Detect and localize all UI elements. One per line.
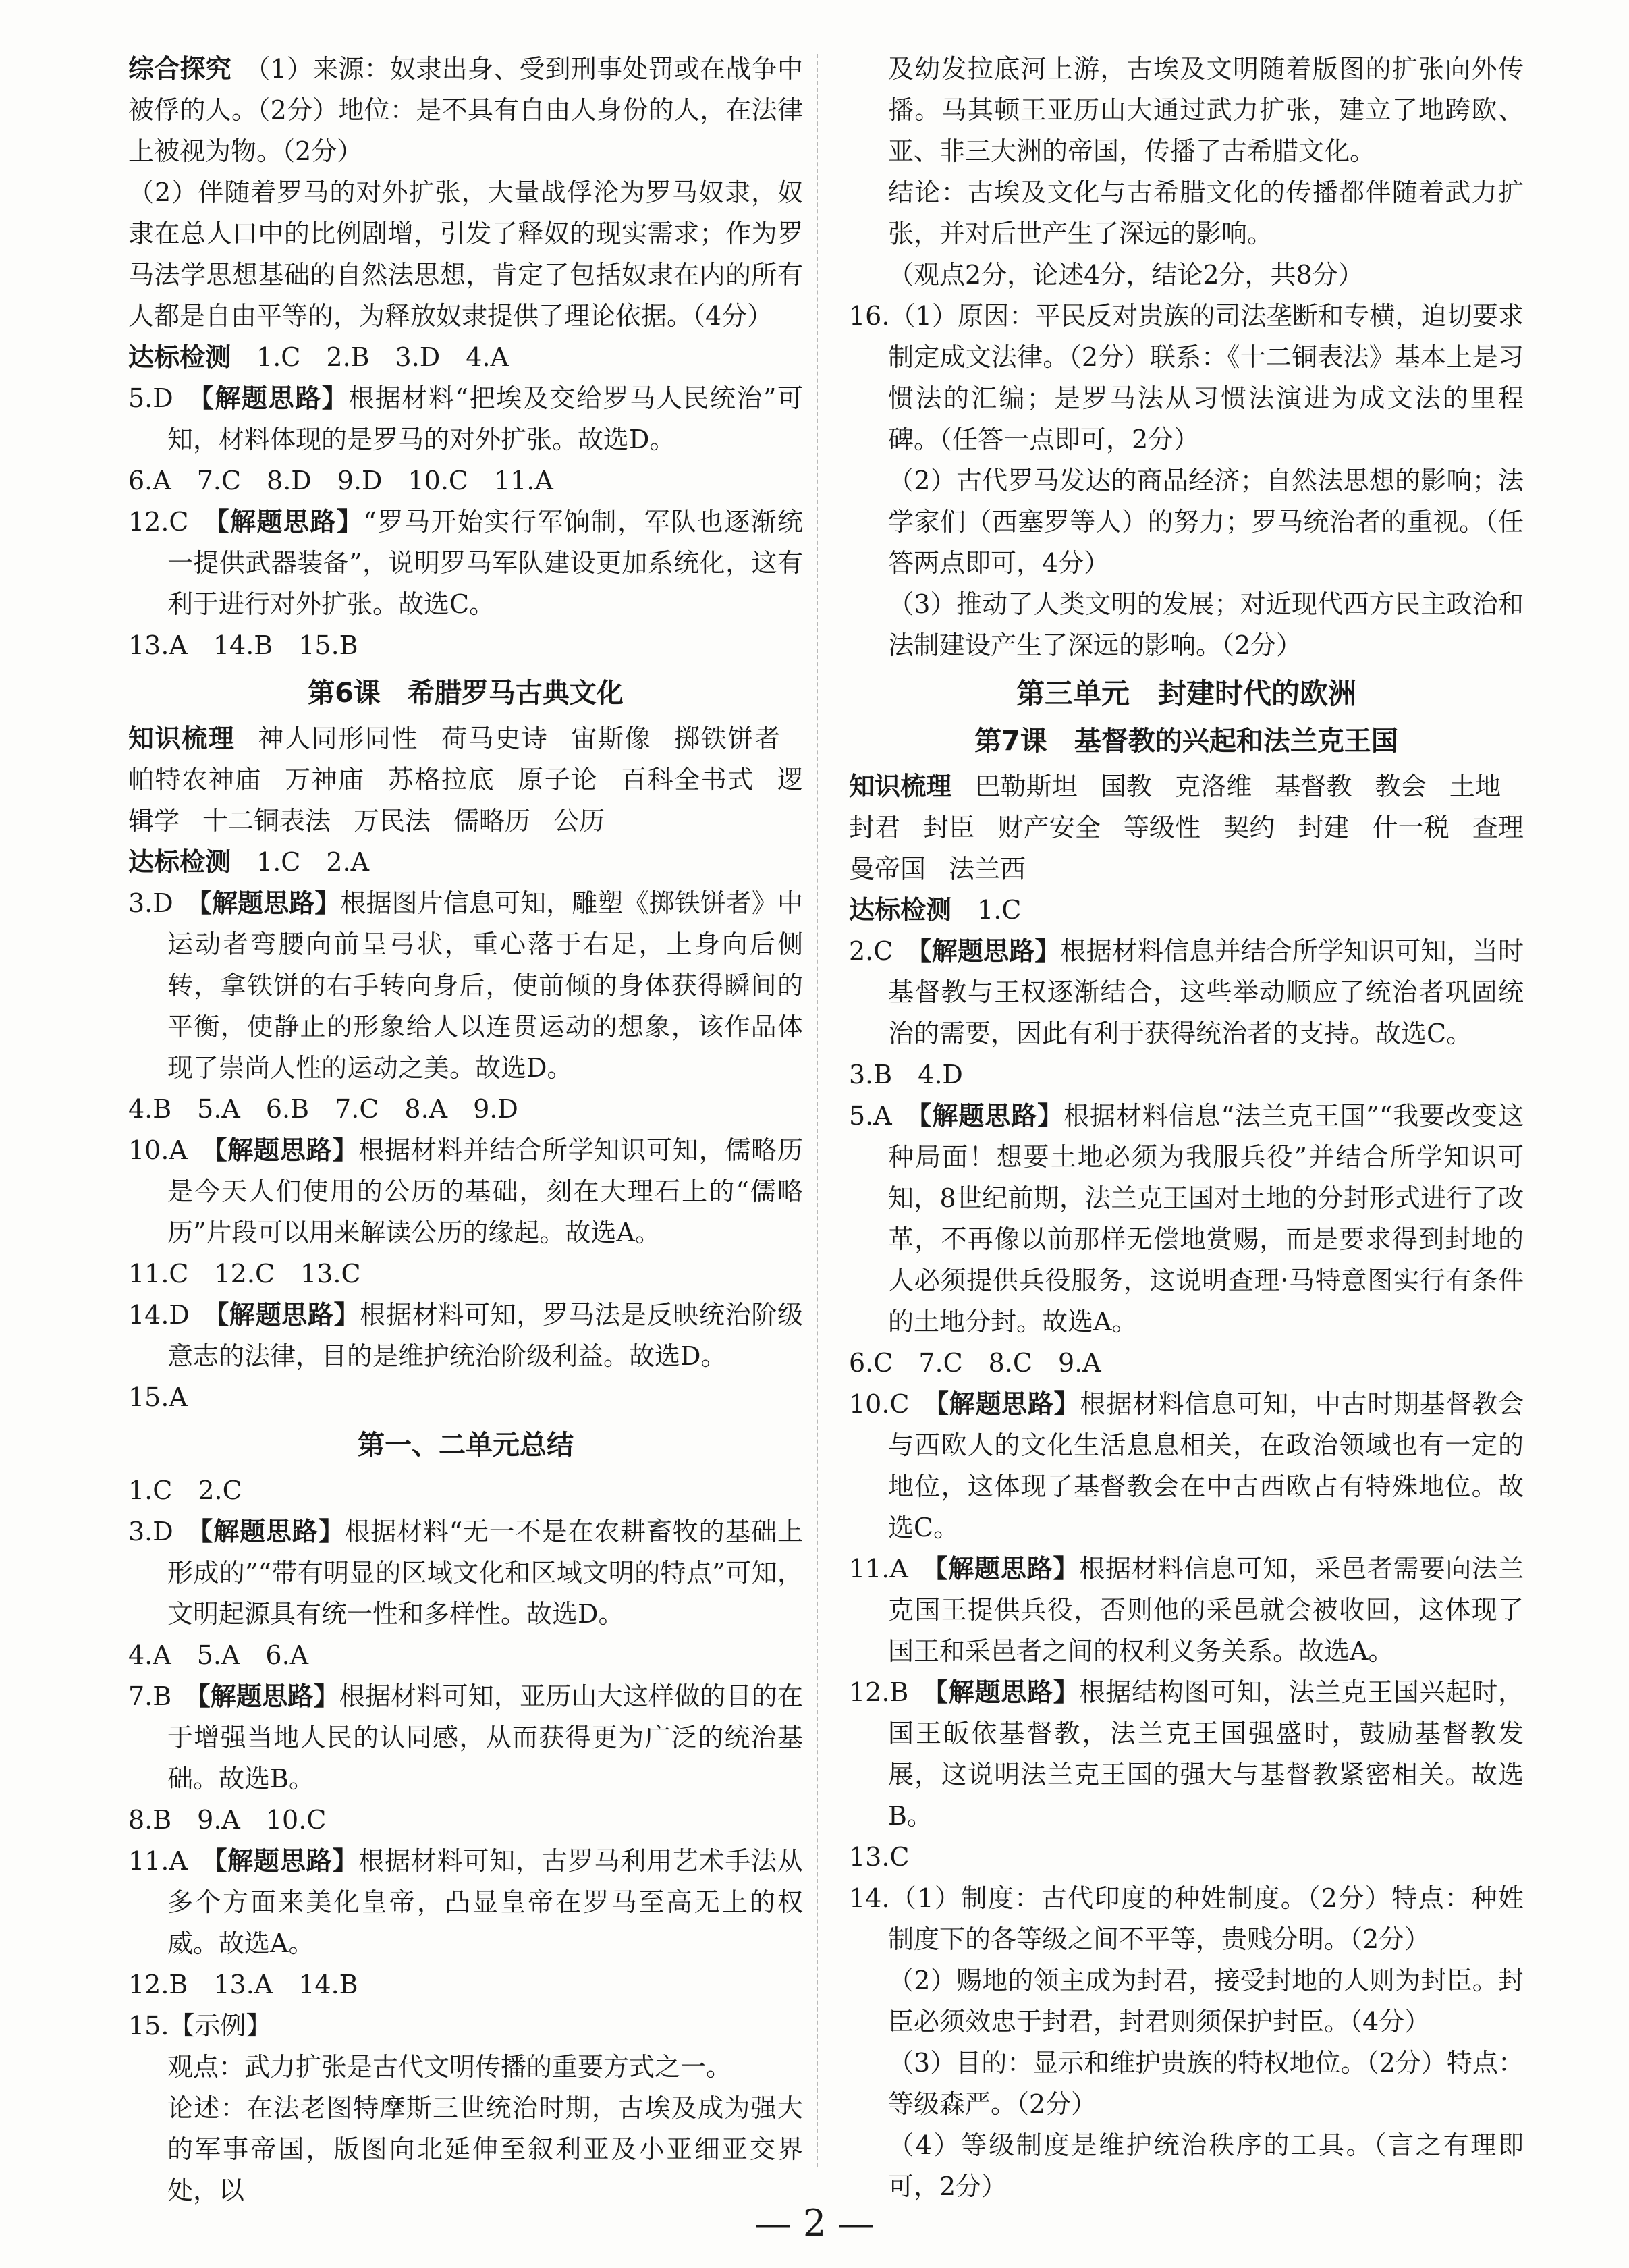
right-column xyxy=(849,49,1524,2207)
units-1-2-summary-heading: 第一、二单元总结 xyxy=(358,1430,574,1461)
answer-item-7: 7.B 【解题思路】根据材料可知，亚历山大这样做的目的在于增强当地人民的认同感，从而获得更为广泛的统治基础。故选B。 xyxy=(128,1681,803,1793)
answer-item-14-part2: （2）赐地的领主成为封君，接受封地的人则为封臣。封臣必须效忠于封君，封君则须保护封臣。（4分） xyxy=(888,1966,1524,2036)
unit-3-heading: 第三单元 封建时代的欧洲 xyxy=(1016,677,1356,710)
answer-list: 13.C xyxy=(849,1842,910,1872)
answer-item-16-part2: （2）古代罗马发达的商品经济；自然法思想的影响；法学家们（西塞罗等人）的努力；罗马统治者的重视。（任答两点即可，4分） xyxy=(888,466,1524,578)
answer-item-5: 5.D 【解题思路】根据材料“把埃及交给罗马人民统治”可知，材料体现的是罗马的对外扩张。故选D。 xyxy=(128,383,803,454)
answer-list: 13.A 14.B 15.B xyxy=(128,630,358,660)
answer-item-10: 10.A 【解题思路】根据材料并结合所学知识可知，儒略历是今天人们使用的公历的基础，刻在大理石上的“儒略历”片段可以用来解读公历的缘起。故选A。 xyxy=(128,1135,803,1247)
solution-tag: 【解题思路】 xyxy=(918,936,1061,966)
answer-list: 12.B 13.A 14.B xyxy=(128,1970,358,1999)
answer-item-3b: 3.D 【解题思路】根据材料“无一不是在农耕畜牧的基础上形成的”“带有明显的区域文化和区域文明的特点”可知，文明起源具有统一性和多样性。故选D。 xyxy=(128,1517,803,1629)
answer-item-11b: 11.A 【解题思路】根据材料信息可知，采邑者需要向法兰克国王提供兵役，否则他的采邑就会被收回，这体现了国王和采邑者之间的权利义务关系。故选A。 xyxy=(849,1554,1524,1666)
answer-item-12: 12.C 【解题思路】“罗马开始实行军饷制，军队也逐渐统一提供武器装备”，说明罗马军队建设更加系统化，这有利于进行对外扩张。故选C。 xyxy=(128,507,803,619)
section-label: 知识梳理 xyxy=(128,724,236,753)
solution-tag: 【解题思路】 xyxy=(197,1681,339,1711)
answer-item-12b: 12.B 【解题思路】根据结构图可知，法兰克王国兴起时，国王皈依基督教，法兰克王国强盛时，鼓励基督教发展，这说明法兰克王国的强大与基督教紧密相关。故选B。 xyxy=(849,1677,1524,1831)
answer-list: 6.A 7.C 8.D 9.D 10.C 11.A xyxy=(128,466,553,495)
answer-list: 4.B 5.A 6.B 7.C 8.A 9.D xyxy=(128,1094,518,1124)
section-label: 综合探究 xyxy=(128,54,232,84)
answer-item-3: 3.D 【解题思路】根据图片信息可知，雕塑《掷铁饼者》中运动者弯腰向前呈弓状，重心落于右足，上身向后侧转，拿铁饼的右手转向身后，使前倾的身体获得瞬间的平衡，使静止的形象给人以连贯运动的想象，该作品体现了崇尚人性的运动之美。故选D。 xyxy=(128,888,803,1083)
assessment-answers: 达标检测 1.C xyxy=(849,895,1022,925)
section-label: 达标检测 xyxy=(849,895,952,925)
answer-item-2: 2.C 【解题思路】根据材料信息并结合所学知识可知，当时基督教与王权逐渐结合，这些举动顺应了统治者巩固统治的需要，因此有利于获得统治者的支持。故选C。 xyxy=(849,936,1524,1048)
answer-list: 1.C 2.B 3.D 4.A xyxy=(256,342,509,372)
solution-tag: 【解题思路】 xyxy=(200,1517,345,1546)
example-argument-continued: 及幼发拉底河上游，古埃及文明随着版图的扩张向外传播。马其顿王亚历山大通过武力扩张，建立了地跨欧、亚、非三大洲的帝国，传播了古希腊文化。 xyxy=(888,54,1524,166)
answer-list: 15.A xyxy=(128,1382,188,1412)
assessment-answers: 达标检测 1.C 2.A xyxy=(128,847,370,877)
section-label: 知识梳理 xyxy=(849,772,952,801)
solution-tag: 【解题思路】 xyxy=(198,888,341,918)
solution-tag: 【解题思路】 xyxy=(216,507,364,537)
answer-item-14-part4: （4）等级制度是维护统治秩序的工具。（言之有理即可，2分） xyxy=(888,2130,1524,2201)
answer-item-5b: 5.A 【解题思路】根据材料信息“法兰克王国”“我要改变这种局面！想要土地必须为我服兵役”并结合所学知识可知，8世纪前期，法兰克王国对土地的分封形式进行了改革，不再像以前那样无偿地赏赐，而是要求得到封地的人必须提供兵役服务，这说明查理·马特意图实行有条件的土地分封。故选A。 xyxy=(849,1101,1524,1336)
answer-item-11: 11.A 【解题思路】根据材料可知，古罗马利用艺术手法从多个方面来美化皇帝，凸显皇帝在罗马至高无上的权威。故选A。 xyxy=(128,1846,803,1958)
solution-tag: 【解题思路】 xyxy=(935,1677,1080,1707)
column-divider xyxy=(817,54,818,2167)
left-column xyxy=(128,49,803,2211)
lesson-7-heading: 第7课 基督教的兴起和法兰克王国 xyxy=(974,726,1398,757)
page-number: — 2 — xyxy=(754,2202,875,2244)
scoring-note: （观点2分，论述4分，结论2分，共8分） xyxy=(888,260,1364,290)
answer-list: 6.C 7.C 8.C 9.A xyxy=(849,1348,1101,1378)
section-label: 达标检测 xyxy=(128,847,231,877)
answer-list: 3.B 4.D xyxy=(849,1060,963,1089)
solution-tag: 【解题思路】 xyxy=(216,1300,360,1330)
answer-item-10b: 10.C 【解题思路】根据材料信息可知，中古时期基督教会与西欧人的文化生活息息相关，在政治领域也有一定的地位，这体现了基督教会在中古西欧占有特殊地位。故选C。 xyxy=(849,1389,1524,1542)
answer-item-15: 15.【示例】 xyxy=(128,2011,272,2041)
solution-tag: 【解题思路】 xyxy=(918,1101,1064,1131)
assessment-answers xyxy=(128,337,803,378)
comprehensive-inquiry-part1 xyxy=(128,49,803,172)
answer-item-14-part3: （3）目的：显示和维护贵族的特权地位。（2分）特点：等级森严。（2分） xyxy=(888,2048,1524,2119)
solution-tag: 【解题思路】 xyxy=(935,1389,1080,1419)
answer-item-14: 14.D 【解题思路】根据材料可知，罗马法是反映统治阶级意志的法律，目的是维护统治阶级利益。故选D。 xyxy=(128,1300,803,1371)
answer-item-16-part1: 16.（1）原因：平民反对贵族的司法垄断和专横，迫切要求制定成文法律。（2分）联系：《十二铜表法》基本上是习惯法的汇编；是罗马法从习惯法演进为成文法的里程碑。（任答一点即可，2分） xyxy=(849,301,1524,454)
section-label: 达标检测 xyxy=(128,342,231,372)
example-conclusion: 结论：古埃及文化与古希腊文化的传播都伴随着武力扩张，并对后世产生了深远的影响。 xyxy=(888,178,1524,248)
example-viewpoint: 观点：武力扩张是古代文明传播的重要方式之一。 xyxy=(167,2052,732,2082)
answer-list: 1.C 2.C xyxy=(128,1476,242,1505)
knowledge-summary: 知识梳理 神人同形同性 荷马史诗 宙斯像 掷铁饼者帕特农神庙 万神庙 苏格拉底 原子论 百科全书式 逻辑学 十二铜表法 万民法 儒略历 公历 xyxy=(128,724,803,836)
solution-tag: 【解题思路】 xyxy=(214,1846,359,1876)
solution-tag: 【解题思路】 xyxy=(200,383,349,413)
answer-list: 4.A 5.A 6.A xyxy=(128,1640,309,1670)
answer-list: 11.C 12.C 13.C xyxy=(128,1259,361,1289)
comprehensive-inquiry-part2: （2）伴随着罗马的对外扩张，大量战俘沦为罗马奴隶，奴隶在总人口中的比例剧增，引发了释奴的现实需求；作为罗马法学思想基础的自然法思想，肯定了包括奴隶在内的所有人都是自由平等的，为释放奴隶提供了理论依据。（4分） xyxy=(128,178,803,331)
lesson-6-heading: 第6课 希腊罗马古典文化 xyxy=(308,678,624,709)
answer-item-16-part3: （3）推动了人类文明的发展；对近现代西方民主政治和法制建设产生了深远的影响。（2分） xyxy=(888,589,1524,660)
solution-tag: 【解题思路】 xyxy=(935,1554,1080,1584)
answer-item-14-part1: 14.（1）制度：古代印度的种姓制度。（2分）特点：种姓制度下的各等级之间不平等，贵贱分明。（2分） xyxy=(849,1883,1524,1954)
example-argument: 论述：在法老图特摩斯三世统治时期，古埃及成为强大的军事帝国，版图向北延伸至叙利亚及小亚细亚交界处，以 xyxy=(167,2093,803,2205)
knowledge-summary: 知识梳理 巴勒斯坦 国教 克洛维 基督教 教会 土地封君 封臣 财产安全 等级性 契约 封建 什一税 查理曼帝国 法兰西 xyxy=(849,772,1524,884)
answer-text: （1）来源：奴隶出身、受到刑事处罚或在战争中被俘的人。（2分）地位：是不具有自由人身份的人，在法律上被视为物。（2分） xyxy=(128,54,803,166)
answer-list: 8.B 9.A 10.C xyxy=(128,1805,327,1835)
solution-tag: 【解题思路】 xyxy=(214,1135,359,1165)
